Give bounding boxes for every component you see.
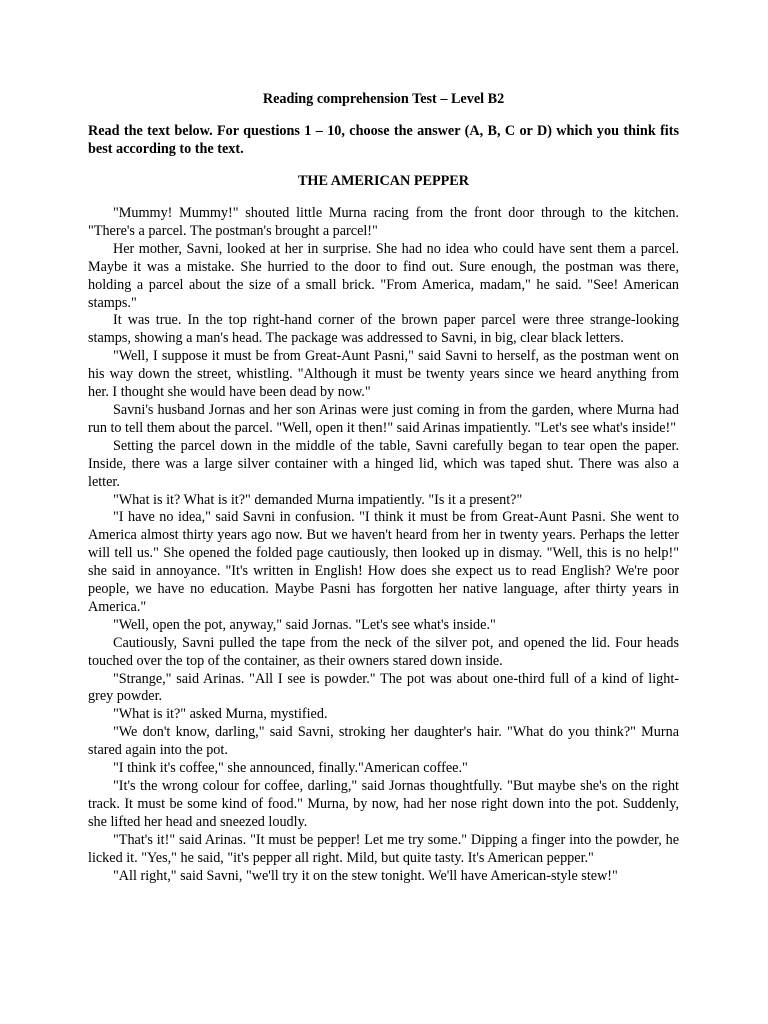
story-paragraph: "Well, I suppose it must be from Great-Aunt Pasni," said Savni to herself, as the postman went on his way down the street, whistling. "Although it must be twenty years since we heard anything from her. I thought she would have been dead by now." [88, 348, 679, 401]
story-title: THE AMERICAN PEPPER [297, 173, 470, 189]
story-text [88, 205, 679, 885]
story-paragraph: It was true. In the top right-hand corner of the brown paper parcel were three strange-looking stamps, showing a man's head. The package was addressed to Savni, in big, clear black letters. [88, 312, 679, 347]
story-paragraph: "I have no idea," said Savni in confusion. "I think it must be from Great-Aunt Pasni. She went to America almost thirty years ago now. But we haven't heard from her in twenty years. Perhaps the letter will tell us." She opened the folded page cautiously, then looked up in dismay. "Well, this is no help!" she said in annoyance. "It's written in English! How does she expect us to read English? We're poor people, we have no education. Maybe Pasni has forgotten her native language, after thirty years in America." [88, 509, 679, 615]
story-paragraph: "Well, open the pot, anyway," said Jornas. "Let's see what's inside." [113, 616, 496, 633]
story-paragraph: "We don't know, darling," said Savni, stroking her daughter's hair. "What do you think?" Murna stared again into the pot. [88, 724, 679, 759]
story-paragraph: "I think it's coffee," she announced, finally."American coffee." [113, 760, 468, 777]
story-paragraph: "All right," said Savni, "we'll try it on the stew tonight. We'll have American-style stew!" [113, 867, 618, 884]
story-paragraph: "Mummy! Mummy!" shouted little Murna racing from the front door through to the kitchen. "There's a parcel. The postman's brought a parcel!" [88, 205, 679, 239]
story-paragraph: Her mother, Savni, looked at her in surprise. She had no idea who could have sent them a parcel. Maybe it was a mistake. She hurried to the door to find out. Sure enough, the postman was there, holding a parcel about the size of a small brick. "From America, madam," he said. "See! American stamps." [88, 240, 679, 311]
document-page [88, 90, 679, 885]
instructions-text: Read the text below. For questions 1 – 10, choose the answer (A, B, C or D) which you think fits best according to the text. [88, 123, 679, 157]
story-paragraph: Setting the parcel down in the middle of the table, Savni carefully began to tear open the paper. Inside, there was a large silver container with a hinged lid, which was taped shut. There was also a letter. [88, 437, 679, 490]
story-paragraph: Savni's husband Jornas and her son Arinas were just coming in from the garden, where Murna had run to tell them about the parcel. "Well, open it then!" said Arinas impatiently. "Let's see what's inside!" [88, 401, 679, 436]
page-title: Reading comprehension Test – Level B2 [262, 91, 505, 107]
story-paragraph: Cautiously, Savni pulled the tape from the neck of the silver pot, and opened the lid. Four heads touched over the top of the container, as their owners stared down inside. [88, 634, 679, 669]
story-paragraph: "That's it!" said Arinas. "It must be pepper! Let me try some." Dipping a finger into the powder, he licked it. "Yes," he said, "it's pepper all right. Mild, but quite tasty. It's American pepper." [88, 831, 679, 866]
story-paragraph: "It's the wrong colour for coffee, darling," said Jornas thoughtfully. "But maybe she's on the right track. It must be some kind of food." Murna, by now, had her nose right down into the pot. Suddenly, she lifted her head and sneezed loudly. [88, 778, 679, 830]
story-paragraph: "What is it?" asked Murna, mystified. [113, 706, 328, 723]
story-paragraph: "Strange," said Arinas. "All I see is powder." The pot was about one-third full of a kind of light-grey powder. [88, 670, 679, 705]
story-paragraph: "What is it? What is it?" demanded Murna impatiently. "Is it a present?" [113, 491, 523, 508]
